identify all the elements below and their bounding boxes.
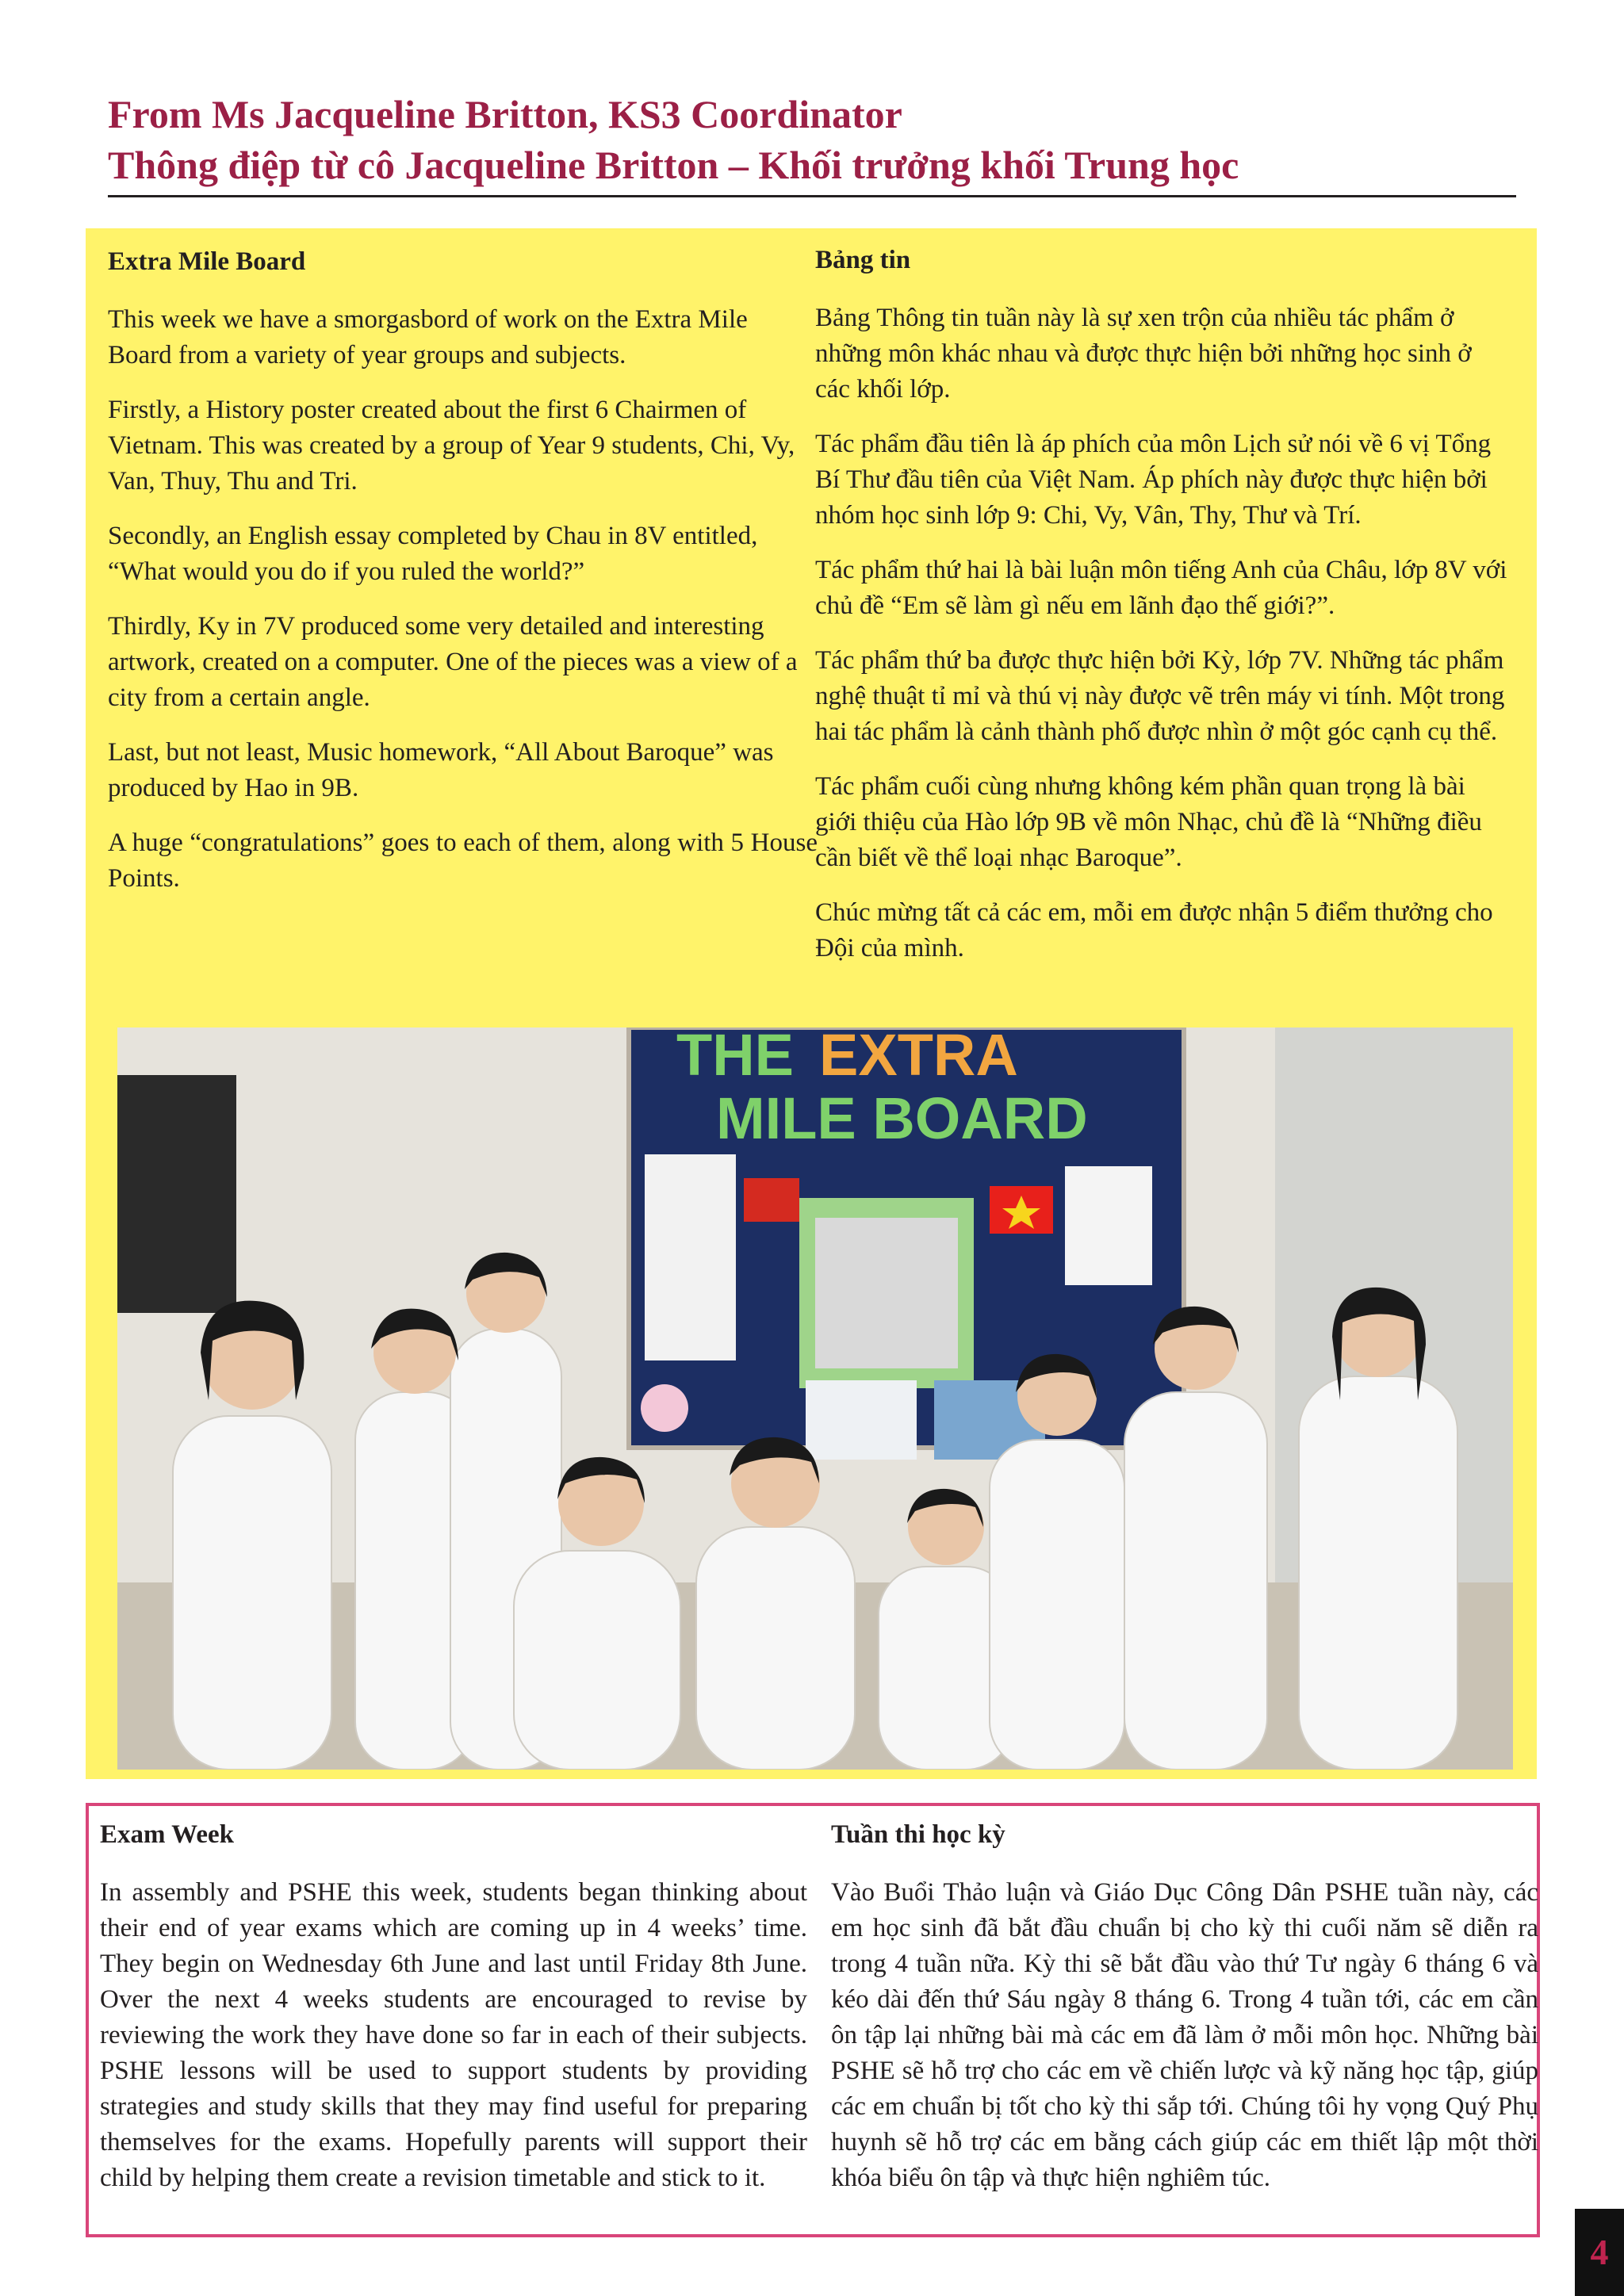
red-flag: [744, 1178, 799, 1222]
student: [1299, 1376, 1457, 1770]
exam-week-body-vi: Vào Buổi Thảo luận và Giáo Dục Công Dân PSHE tuần này, các em học sinh đã bắt đầu chuẩn bị cho kỳ thi cuối năm sẽ diễn ra trong 4 tuần nữa. Kỳ thi sẽ bắt đầu vào thứ Tư ngày 6 tháng 6 và kéo dài đến thứ Sáu ngày 8 tháng 6. Trong 4 tuần tới, các em cần ôn tập lại những bài mà các em đã làm ở mỗi môn học. Những bài PSHE sẽ hỗ trợ cho các em về chiến lược và kỹ năng học tập, giúp các em chuẩn bị tốt cho kỳ thi sắp tới. Chúng tôi hy vọng Quý Phụ huynh sẽ hỗ trợ các em bằng cách giúp các em thiết lập một thời khóa biểu ôn tập và thực hiện nghiêm túc.: [831, 1878, 1538, 2192]
music-homework: [1065, 1166, 1152, 1285]
artwork-1: [806, 1380, 917, 1460]
exam-week-english-column: [100, 1817, 807, 2215]
student: [1124, 1392, 1267, 1770]
extra-mile-panel: [86, 228, 1537, 1779]
student: [514, 1551, 680, 1770]
student: [696, 1527, 855, 1770]
student: [990, 1440, 1124, 1770]
exam-week-heading: Exam Week: [100, 1820, 234, 1849]
student: [173, 1416, 331, 1770]
paragraph: Last, but not least, Music homework, “All About Baroque” was produced by Hao in 9B.: [108, 738, 774, 802]
essay-pages: [815, 1218, 958, 1368]
paragraph: This week we have a smorgasbord of work on the Extra Mile Board from a variety of year groups and subjects.: [108, 305, 748, 369]
extra-mile-english-column: [108, 244, 818, 916]
paragraph: Tác phẩm thứ ba được thực hiện bởi Kỳ, lớp 7V. Những tác phẩm nghệ thuật tỉ mỉ và thú vị này được vẽ trên máy vi tính. Một trong hai tác phẩm là cảnh thành phố được nhìn ở một góc cạnh cụ thể.: [815, 646, 1505, 746]
paragraph: Bảng Thông tin tuần này là sự xen trộn của nhiều tác phẩm ở những môn khác nhau và được thực hiện bởi những học sinh ở các khối lớp.: [815, 304, 1472, 404]
paragraph: Tác phẩm thứ hai là bài luận môn tiếng Anh của Châu, lớp 8V với chủ đề “Em sẽ làm gì nếu em lãnh đạo thế giới?”.: [815, 556, 1507, 620]
paragraph: A huge “congratulations” goes to each of them, along with 5 House Points.: [108, 828, 818, 893]
paragraph: Tác phẩm cuối cùng nhưng không kém phần quan trọng là bài giới thiệu của Hào lớp 9B về môn Nhạc, chủ đề là “Những điều cần biết về thể loại nhạc Baroque”.: [815, 772, 1482, 872]
header-divider: [108, 195, 1516, 197]
paper-flowers: [641, 1384, 688, 1432]
paragraph: Chúc mừng tất cả các em, mỗi em được nhận 5 điểm thưởng cho Đội của mình.: [815, 898, 1493, 962]
exam-week-vietnamese-column: [831, 1817, 1538, 2215]
paragraph: Firstly, a History poster created about the first 6 Chairmen of Vietnam. This was created by a group of Year 9 students, Chi, Vy, Van, Thuy, Thu and Tri.: [108, 396, 795, 496]
title-vietnamese: Thông điệp từ cô Jacqueline Britton – Khối trưởng khối Trung học: [108, 143, 1239, 187]
exam-week-heading-vi: Tuần thi học kỳ: [831, 1820, 1005, 1849]
board-title-extra: EXTRA: [819, 1027, 1018, 1088]
board-title-mile-board: MILE BOARD: [716, 1085, 1088, 1151]
paragraph: Tác phẩm đầu tiên là áp phích của môn Lịch sử nói về 6 vị Tổng Bí Thư đầu tiên của Việt Nam. Áp phích này được thực hiện bởi nhóm học sinh lớp 9: Chi, Vy, Vân, Thy, Thư và Trí.: [815, 430, 1492, 530]
dark-window: [117, 1075, 236, 1313]
history-poster: [645, 1154, 736, 1360]
extra-mile-heading: Extra Mile Board: [108, 247, 306, 276]
page-number: 4: [1575, 2209, 1624, 2296]
board-title-the: THE: [676, 1027, 794, 1088]
exam-week-body: In assembly and PSHE this week, students began thinking about their end of year exams which are coming up in 4 weeks’ time. They begin on Wednesday 6th June and last until Friday 8th June. Over the next 4 weeks students are encouraged to revise by reviewing the work they have done so far in each of their subjects. PSHE lessons will be used to support students by providing strategies and study skills that they may find useful for preparing themselves for the exams. Hopefully parents will support their child by helping them create a revision timetable and stick to it.: [100, 1878, 807, 2192]
extra-mile-heading-vi: Bảng tin: [815, 246, 911, 274]
students-photo: [117, 1027, 1513, 1770]
title-english: From Ms Jacqueline Britton, KS3 Coordinator: [108, 92, 902, 136]
paragraph: Secondly, an English essay completed by Chau in 8V entitled, “What would you do if you ruled the world?”: [108, 522, 758, 586]
page-header: [108, 89, 1516, 190]
exam-week-box: [86, 1803, 1540, 2237]
paragraph: Thirdly, Ky in 7V produced some very detailed and interesting artwork, created on a computer. One of the pieces was a view of a city from a certain angle.: [108, 612, 798, 712]
students-photo-illustration: [117, 1027, 1513, 1770]
extra-mile-vietnamese-column: [815, 243, 1510, 985]
